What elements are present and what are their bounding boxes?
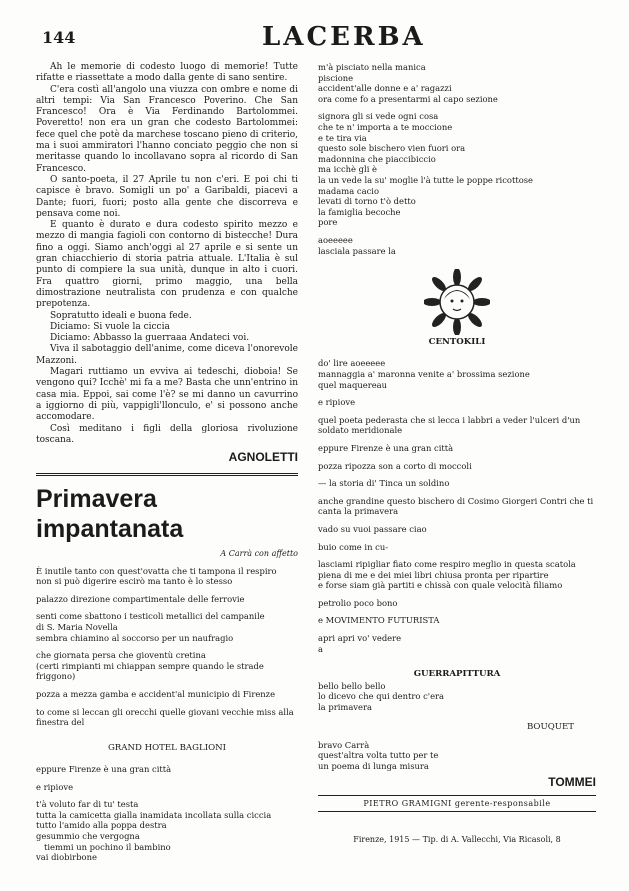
poem-line: un poema di lunga misura — [318, 760, 429, 771]
poem-line: palazzo direzione compartimentale delle ferrovie — [36, 593, 245, 604]
poem-line: madama cacio — [318, 185, 379, 196]
poem-line: bello bello bello — [318, 680, 386, 691]
poem-line: accident'alle donne e a' ragazzi — [318, 83, 452, 94]
stanza-gap — [318, 591, 596, 598]
poem-line: vai diobirbone — [36, 852, 97, 863]
stanza-gap — [318, 256, 596, 263]
emblem-caption: CENTOKILI — [428, 337, 486, 348]
poem-line: senti come sbattono i testicoli metallici del campanile — [36, 611, 265, 622]
poem-line: anche grandine questo bischero di Cosimo Giorgeri Contri che ti — [318, 495, 594, 506]
poem-line: la un vede la su' moglie l'à tutte le poppe ricottose — [318, 174, 533, 185]
paragraph: O santo-poeta, il 27 Aprile tu non c'eri. E poi chi ti capisce è bravo. Somigli un po' a Garibaldi, piacevi a Dante; fuori, fuori; posto alla gente che discorreva e pensava come noi. — [36, 174, 298, 219]
masthead-title: LACERBA — [262, 22, 426, 52]
paragraph: Sopratutto ideali e buona fede. — [50, 310, 192, 321]
sunflower-icon — [424, 269, 490, 335]
poem-line: non si può digerire escirò ma tanto è lo stesso — [36, 576, 233, 587]
poem-line: piena di me e dei miei libri chiusa pronta per ripartire — [318, 569, 549, 580]
poem-line: È inutile tanto con quest'ovatta che ti tampona il respiro — [36, 565, 277, 576]
stanza-gap — [36, 604, 298, 611]
stanza-gap — [36, 792, 298, 799]
guerrapittura-heading: GUERRAPITTURA — [413, 669, 501, 680]
paragraph: C'era costì all'angolo una viuzza con ombre e nome di altri tempi: Via San Francesco Poverino. Che San Francesco! Ora è Via Ferdinando Bartolommei. Poveretto! non era un gran che codesto Bartolommei: fece quel che potè da marchese toscano pieno di criterio, ma i suoi ammiratori l'hanno conciato peggio che non si meritasse quando lo incollavano sopra al ricordo di San Francesco. — [36, 84, 298, 174]
poem-line: e te tira via — [318, 132, 367, 143]
poem-line: aoeeeee — [318, 234, 353, 245]
poem-line: quel poeta pederasta che si lecca i labbri a veder l'ulceri d'un — [318, 414, 581, 425]
poem-line: sembra chiamino al soccorso per un naufragio — [36, 632, 234, 643]
poem-line: piscione — [318, 72, 354, 83]
poem-title: Primavera impantanata — [36, 485, 184, 544]
stanza-gap — [318, 489, 596, 496]
paragraph: Viva il sabotaggio dell'anime, come diceva l'onorevole Mazzoni. — [36, 344, 298, 366]
stanza-gap — [318, 104, 596, 111]
stanza-gap — [36, 587, 298, 594]
paragraph: E quanto è durato e dura codesto spirito mezzo e mezzo di mangia fagioli con contorno di bistecche! Dura fino a oggi. Siamo anch'oggi al 27 aprile e si sente un gran chiacchierio di storia patria attuale. L'Italia è sul punto di compiere la sua unità, dunque in alto i cuori. Fra quattro giorni, primo maggio, una bella dimostrazione neutralista con prudenza e con qualche prepotenza. — [36, 220, 298, 310]
poem-line: (certi rimpianti mi chiappan sempre quando le strade — [36, 660, 264, 671]
paragraph: Magari ruttiamo un evviva ai tedeschi, dioboia! Se vengono qui? Icchè' mi fa a me? Basta che unn'entrino in casa mia. Eppoi, sai come l'è? se mi danno un cavurrino a iggiorno di più, vappigli'llonculo, e' si possono anche accomodare. — [36, 367, 298, 423]
poem-signature: TOMMEI — [548, 775, 596, 790]
imprint: Firenze, 1915 — Tip. di A. Vallecchi, Via Ricasoli, 8 — [353, 835, 561, 845]
poem-line: gesummio che vergogna — [36, 831, 140, 842]
poem-line: tiemmi un pochino il bambino — [36, 841, 171, 852]
poem-line: bravo Carrà — [318, 739, 370, 750]
poem-line: m'à pisciato nella manica — [318, 62, 426, 72]
printer-credit: PIETRO GRAMIGNI gerente-responsabile — [318, 795, 596, 812]
poem-line: tutta la camicetta gialla inamidata incollata sulla ciccia — [36, 809, 272, 820]
section-divider — [36, 473, 298, 476]
poem-stanzas-left-2 — [36, 764, 298, 870]
poem-line: la primavera — [318, 701, 372, 712]
poem-dedication: A Carrà con affetto — [220, 549, 298, 559]
poem-line: friggono) — [36, 671, 76, 682]
guerrapittura-lines — [318, 681, 596, 713]
poem-line: soldato meridionale — [318, 425, 403, 436]
stanza-gap — [318, 626, 596, 633]
stanza-gap — [36, 700, 298, 707]
paragraph: Così meditano i figli della gloriosa rivoluzione toscana. — [36, 423, 298, 445]
stanza-gap — [36, 775, 298, 782]
poem-line: di S. Maria Novella — [36, 622, 118, 633]
poem-line: lasciala passare la — [318, 245, 396, 256]
stanza-gap — [318, 535, 596, 542]
poem-line: a — [318, 643, 323, 654]
poem-line: la famiglia becoche — [318, 206, 401, 217]
stanza-gap — [318, 436, 596, 443]
poem-line: to come si leccan gli orecchi quelle giovani vecchie miss alla — [36, 706, 294, 717]
poem-line: levati di torno t'ò detto — [318, 196, 416, 207]
poem-line: lasciami ripigliar fiato come respiro meglio in questa scatola — [318, 559, 576, 570]
right-column — [318, 62, 596, 845]
poem-line: petrolio poco bono — [318, 597, 398, 608]
stanza-gap — [318, 408, 596, 415]
poem-stanzas-right-2 — [318, 358, 596, 661]
poem-line: che te n' importa a te moccione — [318, 121, 453, 132]
hotel-heading: GRAND HOTEL BAGLIONI — [107, 742, 227, 753]
poem-line: t'à voluto far di tu' testa — [36, 799, 139, 810]
poem-stanzas-left — [36, 566, 298, 735]
poem-line: buio come in cu- — [318, 541, 389, 552]
paragraph: Ah le memorie di codesto luogo di memorie! Tutte rifatte e riassettate a modo dalla gente di sano sentire. — [36, 62, 298, 84]
poem-line: questo sole bischero vien fuori ora — [318, 143, 466, 154]
stanza-gap — [318, 517, 596, 524]
poem-line: ma icchè gli è — [318, 164, 378, 175]
poem-line: che giornata persa che gioventù cretina — [36, 650, 206, 661]
poem-line: eppure Firenze è una gran città — [318, 442, 454, 453]
stanza-gap — [318, 454, 596, 461]
stanza-gap — [36, 863, 298, 870]
stanza-gap — [318, 552, 596, 559]
sunflower-portrait-emblem — [424, 269, 490, 335]
poem-stanzas-right-1 — [318, 62, 596, 263]
article-signature: AGNOLETTI — [228, 450, 298, 465]
bouquet-lines — [318, 740, 596, 772]
stanza-gap — [318, 654, 596, 661]
poem-line: finestra del — [36, 717, 85, 728]
stanza-gap — [318, 608, 596, 615]
poem-line: vado su vuoi passare ciao — [318, 523, 427, 534]
stanza-gap — [36, 728, 298, 735]
stanza-gap — [318, 471, 596, 478]
stanza-gap — [36, 643, 298, 650]
poem-line: canta la primavera — [318, 506, 399, 517]
poem-line: do' lire aoeeeee — [318, 358, 386, 369]
poem-line: signora gli si vede ogni cosa — [318, 111, 439, 122]
poem-line: e MOVIMENTO FUTURISTA — [318, 615, 440, 626]
page-number: 144 — [42, 28, 76, 47]
poem-line: quest'altra volta tutto per te — [318, 750, 439, 761]
poem-line: pozza ripozza son a corto di moccoli — [318, 460, 472, 471]
left-column — [36, 62, 298, 870]
article-body — [36, 62, 298, 446]
poem-line: quel maquereau — [318, 379, 388, 390]
poem-line: tutto l'amido alla poppa destra — [36, 820, 167, 831]
stanza-gap — [318, 228, 596, 235]
stanza-gap — [36, 682, 298, 689]
bouquet-heading: BOUQUET — [526, 722, 574, 733]
poem-line: eppure Firenze è una gran città — [36, 764, 172, 775]
paragraph: Diciamo: Abbasso la guerraaa Andateci voi. — [50, 333, 250, 344]
poem-line: lo dicevo che qui dentro c'era — [318, 691, 445, 702]
paragraph: Diciamo: Si vuole la ciccia — [50, 321, 170, 332]
poem-line: ora come fo a presentarmi al capo sezione — [318, 93, 498, 104]
poem-line: pozza a mezza gamba e accident'al municipio di Firenze — [36, 689, 276, 700]
poem-line: e ripiove — [318, 397, 356, 408]
poem-line: apri apri vo' vedere — [318, 633, 402, 644]
poem-line: madonnina che piaccibiccio — [318, 153, 436, 164]
poem-line: mannaggia a' maronna venite a' brossima sezione — [318, 368, 530, 379]
poem-line: e ripiove — [36, 781, 74, 792]
poem-line: e forse siam già partiti e chissà con quale velocità filiamo — [318, 580, 563, 591]
poem-line: pore — [318, 217, 338, 228]
poem-line: — la storia di' Tinca un soldino — [318, 478, 450, 489]
stanza-gap — [318, 390, 596, 397]
